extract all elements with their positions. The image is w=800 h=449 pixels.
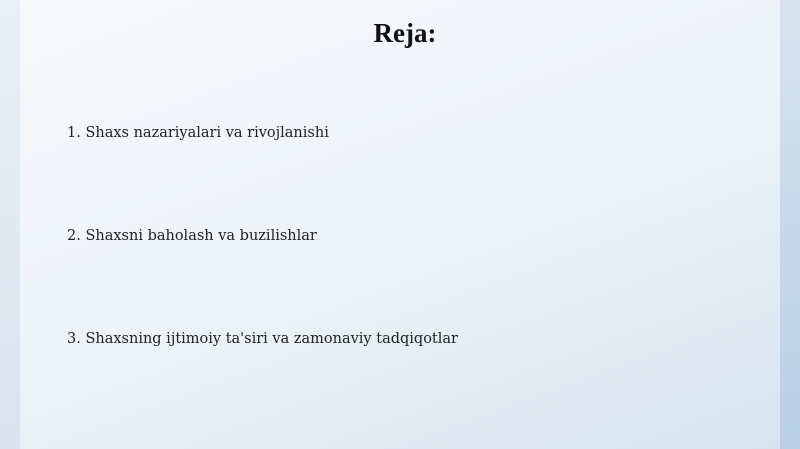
right-margin-band	[780, 0, 800, 449]
left-margin-band	[0, 0, 20, 449]
plan-item-1: 1. Shaxs nazariyalari va rivojlanishi	[67, 125, 329, 141]
plan-item-3: 3. Shaxsning ijtimoiy ta'siri va zamonaviy tadqiqotlar	[67, 331, 458, 347]
plan-item-2: 2. Shaxsni baholash va buzilishlar	[67, 228, 317, 244]
slide-content	[20, 0, 780, 449]
slide-title: Reja:	[373, 18, 437, 48]
